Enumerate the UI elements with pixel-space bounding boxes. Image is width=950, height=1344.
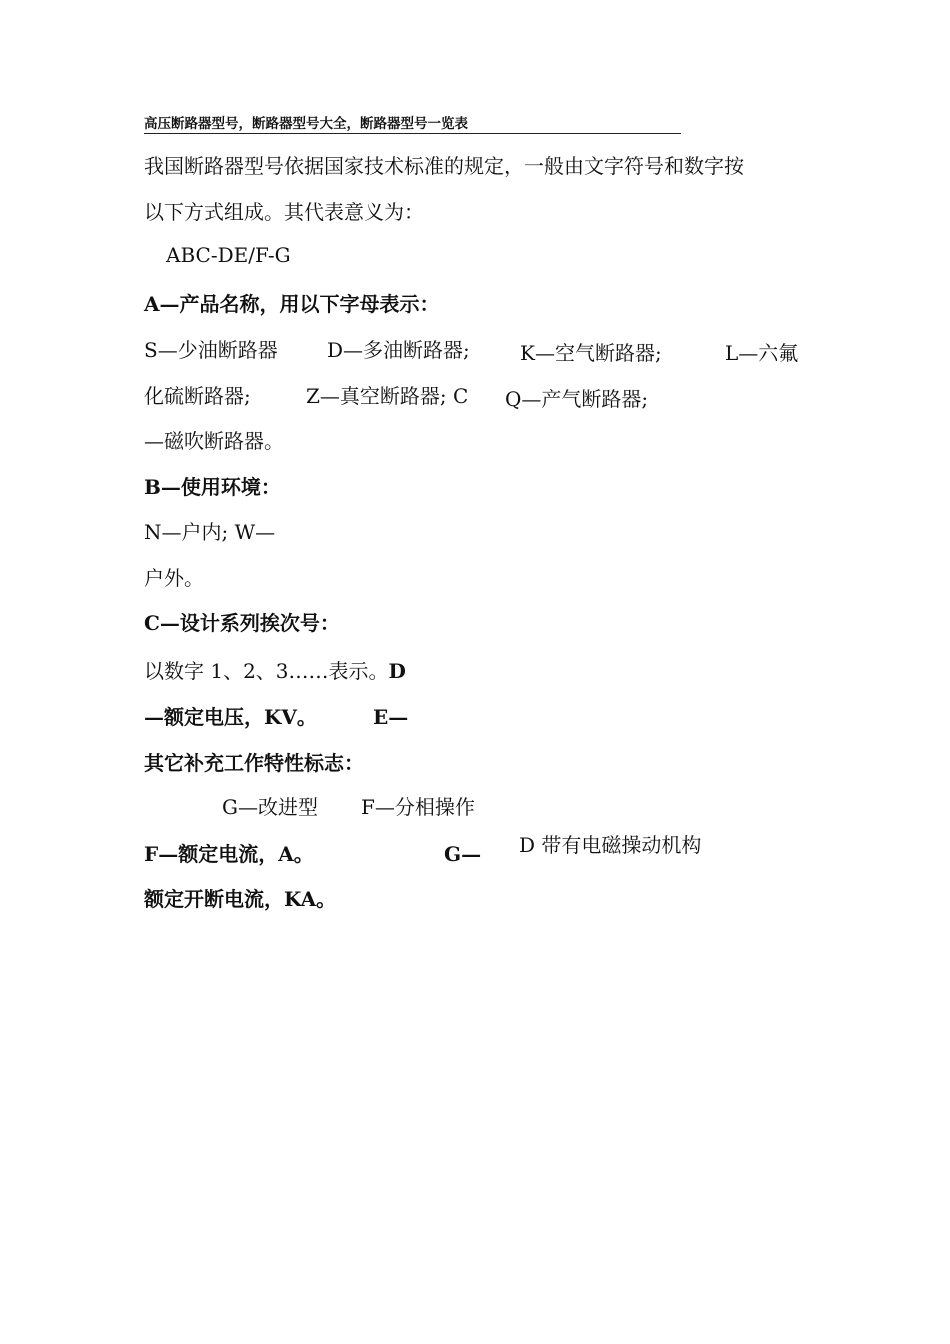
code-d: D—多油断路器;: [327, 338, 470, 362]
section-c-heading: C—设计系列挨次号：: [144, 611, 340, 635]
code-q: Q—产气断路器;: [505, 387, 649, 411]
series-number-desc: 以数字 1、2、3……表示。: [144, 659, 389, 683]
header-rule: [144, 133, 681, 134]
code-z: Z—真空断路器; C: [306, 384, 469, 408]
series-number-text: [144, 659, 406, 683]
section-a-heading: A—产品名称，用以下字母表示：: [144, 292, 440, 316]
rated-voltage: —额定电压，KV。: [144, 705, 317, 729]
phase-split-operation: F—分相操作: [361, 795, 475, 819]
code-l-continued: 化硫断路器;: [144, 384, 251, 408]
code-l: L—六氟: [725, 341, 799, 365]
intro-line-1: 我国断路器型号依据国家技术标准的规定，一般由文字符号和数字按: [144, 154, 744, 178]
rated-current: F—额定电流，A。: [144, 842, 314, 866]
code-w-continued: 户外。: [144, 566, 204, 590]
code-n-w: N—户内; W—: [144, 520, 276, 544]
rated-breaking-current: 额定开断电流，KA。: [144, 887, 337, 911]
supplementary-heading: 其它补充工作特性标志：: [144, 751, 364, 775]
code-c-continued: —磁吹断路器。: [144, 429, 284, 453]
code-s: S—少油断路器: [144, 338, 278, 362]
section-b-heading: B—使用环境：: [144, 475, 281, 499]
improved-type: G—改进型: [222, 795, 318, 819]
page-header-title: 高压断路器型号，断路器型号大全，断路器型号一览表: [144, 116, 468, 132]
electromagnetic-mechanism: D 带有电磁操动机构: [519, 833, 702, 857]
code-k: K—空气断路器;: [520, 341, 662, 365]
model-formula: ABC-DE/F-G: [166, 243, 291, 267]
intro-line-2: 以下方式组成。其代表意义为：: [144, 200, 424, 224]
code-d-start: D: [388, 659, 406, 683]
code-g: G—: [444, 842, 482, 866]
code-e: E—: [373, 705, 409, 729]
